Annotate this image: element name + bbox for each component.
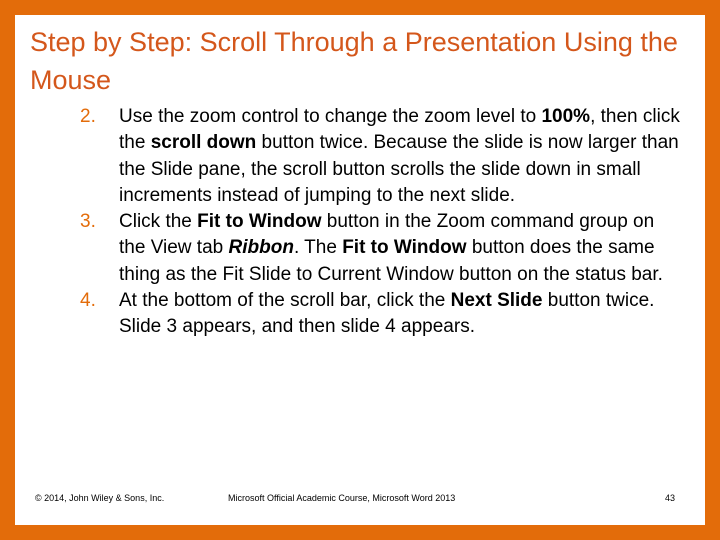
step-number: 2. <box>80 106 96 127</box>
slide-title: Step by Step: Scroll Through a Presentation Using the Mouse <box>30 27 678 95</box>
footer-copyright: © 2014, John Wiley & Sons, Inc. <box>35 493 165 503</box>
step-item <box>64 104 684 209</box>
step-text-run: Click the <box>119 211 198 233</box>
step-text-run: button does the same thing as the Fit Slide to Current Window button on the status bar. <box>119 237 663 285</box>
step-bold-term: Fit to Window <box>197 211 322 233</box>
footer-page-number: 43 <box>665 493 676 503</box>
step-bold-term <box>229 237 294 258</box>
step-bold-term: scroll down <box>150 132 257 154</box>
step-number: 3. <box>80 211 96 233</box>
step-item <box>64 288 684 341</box>
step-bold-term: Next Slide <box>450 290 543 312</box>
step-text <box>119 290 654 337</box>
step-bold-term: Fit to Window <box>342 237 467 259</box>
step-text-run: button twice. Slide 3 appears, and then slide 4 appears. <box>119 290 655 338</box>
step-emphasis: Ribbon <box>228 237 294 259</box>
step-text-run: button in the Zoom command group on the View tab <box>119 211 655 259</box>
step-number: 4. <box>80 290 96 312</box>
footer-course: Microsoft Official Academic Course, Microsoft Word 2013 <box>228 493 456 503</box>
step-text <box>119 106 680 206</box>
step-text-run: Use the zoom control to change the zoom level to <box>119 106 542 127</box>
step-bold-term: 100% <box>541 106 591 127</box>
step-text-run: button twice. Because the slide is now larger than the Slide pane, the scroll button scrolls the slide down in small increments instead of jumping to the next slide. <box>119 132 679 206</box>
step-text-run: , then click the <box>119 106 680 154</box>
step-text-run: . The <box>293 237 343 259</box>
step-text-run: At the bottom of the scroll bar, click the <box>119 290 451 312</box>
steps-list <box>64 104 684 341</box>
step-item <box>64 209 684 288</box>
step-text <box>119 211 663 285</box>
